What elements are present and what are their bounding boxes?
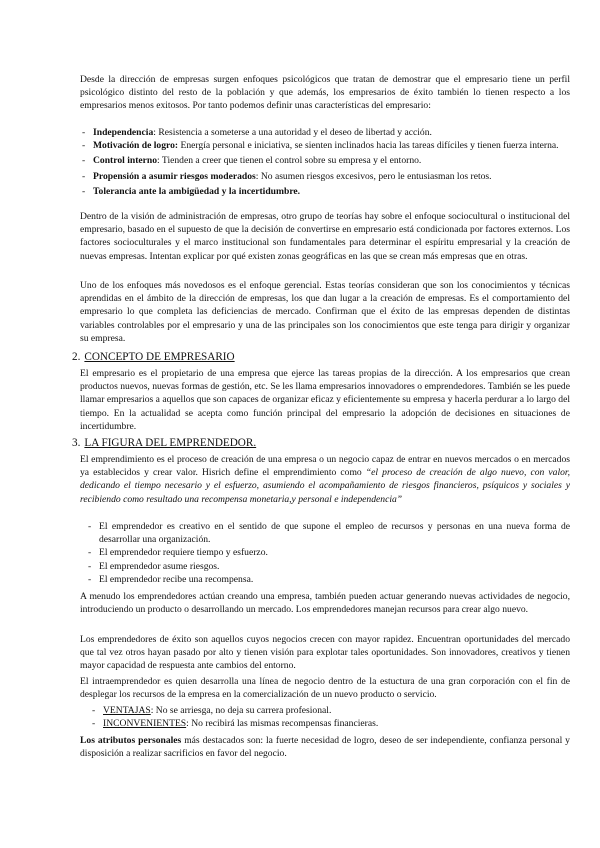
hisrich-quote: “el proceso de creación de algo nuevo, con valor, dedicando el tiempo necesario y el esfuerzo, asumiendo el acompañamiento de riesgos financieros, psíquicos y sociales y recibiendo como resultado una recompensa monetaria,y personal e independencia”: [80, 467, 570, 505]
list-item: - El emprendedor recibe una recompensa.: [88, 573, 254, 585]
list-item: - Motivación de logro: Energía personal e iniciativa, se sienten inclinados hacia las tareas difíciles y tienen fuerza interna.: [82, 140, 559, 152]
list-item: - El emprendedor requiere tiempo y esfuerzo.: [88, 547, 268, 559]
section-3-heading: 3. LA FIGURA DEL EMPRENDEDOR.: [72, 437, 257, 449]
intraemprendedor-paragraph: El intraemprendedor es quien desarrolla una línea de negocio dentro de la estuctura de una gran corporación con el fin de desplegar los recursos de la empresa en la comercialización de un nuevo producto o servicio.: [80, 676, 570, 701]
emprendimiento-paragraph: El emprendimiento es el proceso de creación de una empresa o un negocio capaz de entrar en nuevos mercados o en mercados ya establecidos y crear valor. Hisrich define el emprendimiento como “el proceso de creación de algo nuevo, con valor, dedicando el tiempo necesario y el esfuerzo, asumiendo el acompañamiento de riesgos financieros, psíquicos y sociales y recibiendo como resultado una recompensa monetaria,y personal e independencia”: [80, 454, 570, 505]
gerencial-paragraph: Uno de los enfoques más novedosos es el enfoque gerencial. Estas teorías consideran que son los conocimientos y técnicas aprendidas en el ámbito de la dirección de empresas, los que dan lugar a la creación de empresas. Es el comportamiento del empresario lo que completa las deficiencias de mercado. Confirman que el éxito de las empresas dependen de distintas variables controlables por el empresario y una de las principales son los conocimientos que este tenga para dirigir y organizar su empresa.: [80, 280, 570, 344]
section-2-heading: 2. CONCEPTO DE EMPRESARIO: [72, 351, 235, 363]
atributos-paragraph: Los atributos personales más destacados son: la fuerte necesidad de logro, deseo de ser independiente, confianza personal y disposición a realizar sacrificios en favor del negocio.: [80, 735, 570, 760]
list-item: - VENTAJAS: No se arriesga, no deja su carrera profesional.: [92, 705, 332, 716]
list-item: - Tolerancia ante la ambigüedad y la incertidumbre.: [82, 185, 301, 197]
list-item: - Independencia: Resistencia a someterse a una autoridad y el deseo de libertad y acción.: [82, 127, 432, 138]
pros-cons-list: [92, 704, 570, 730]
traits-list: [82, 126, 570, 198]
intro-paragraph: Desde la dirección de empresas surgen enfoques psicológicos que tratan de demostrar que el empresario tiene un perfil psicológico distinto del resto de la población y que además, los empresarios de éxito también lo tienen respecto a los empresarios menos exitosos. Por tanto podemos definir unas características del empresario:: [80, 74, 570, 112]
exito-paragraph: Los emprendedores de éxito son aquellos cuyos negocios crecen con mayor rapidez. Encuentran oportunidades del mercado que tal vez otros hayan pasado por alto y tienen visión para explotar tales oportunidades. Son innovadores, creativos y tienen mayor capacidad de respuesta ante cambios del entorno.: [80, 634, 570, 672]
list-item: - Control interno: Tienden a creer que tienen el control sobre su empresa y el entorno.: [82, 155, 422, 167]
sociocultural-paragraph: Dentro de la visión de administración de empresas, otro grupo de teorías hay sobre el enfoque sociocultural o institucional del empresario, basado en el supuesto de que la decisión de convertirse en empresario está condicionada por factores externos. Los factores socioculturales y el marco institucional son fundamentales para determinar el espíritu empresarial y la creación de nuevas empresas. Intentan explicar por qué existen zonas geográficas en las que se crean más empresas que en otras.: [80, 211, 570, 262]
list-item: - INCONVENIENTES: No recibirá las mismas recompensas financieras.: [92, 718, 379, 730]
list-item: - El emprendedor asume riesgos.: [88, 560, 220, 572]
list-item: - El emprendedor es creativo en el sentido de que supone el empleo de recursos y personas en una nueva forma de desarrollar una organización.: [88, 521, 570, 546]
list-item: - Propensión a asumir riesgos moderados: No asumen riesgos excesivos, pero le entusiasman los retos.: [82, 170, 492, 182]
actuacion-paragraph: A menudo los emprendedores actúan creando una empresa, también pueden actuar generando nuevas actividades de negocio, introduciendo un producto o desarrollando un mercado. Los emprendedores manejan recursos para crear algo nuevo.: [80, 591, 570, 616]
emprendedor-points-list: [88, 520, 570, 586]
section-2-paragraph: El empresario es el propietario de una empresa que ejerce las tareas propias de la dirección. A los empresarios que crean productos nuevos, nuevas formas de gestión, etc. Se les llama empresarios innovadores o emprendedores. También se les puede llamar empresarios a aquellos que son capaces de organizar eficaz y eficientemente su empresa y hacerla perdurar a lo largo del tiempo. En la actualidad se acepta como función principal del empresario la adopción de decisiones en situaciones de incertidumbre.: [80, 368, 570, 432]
